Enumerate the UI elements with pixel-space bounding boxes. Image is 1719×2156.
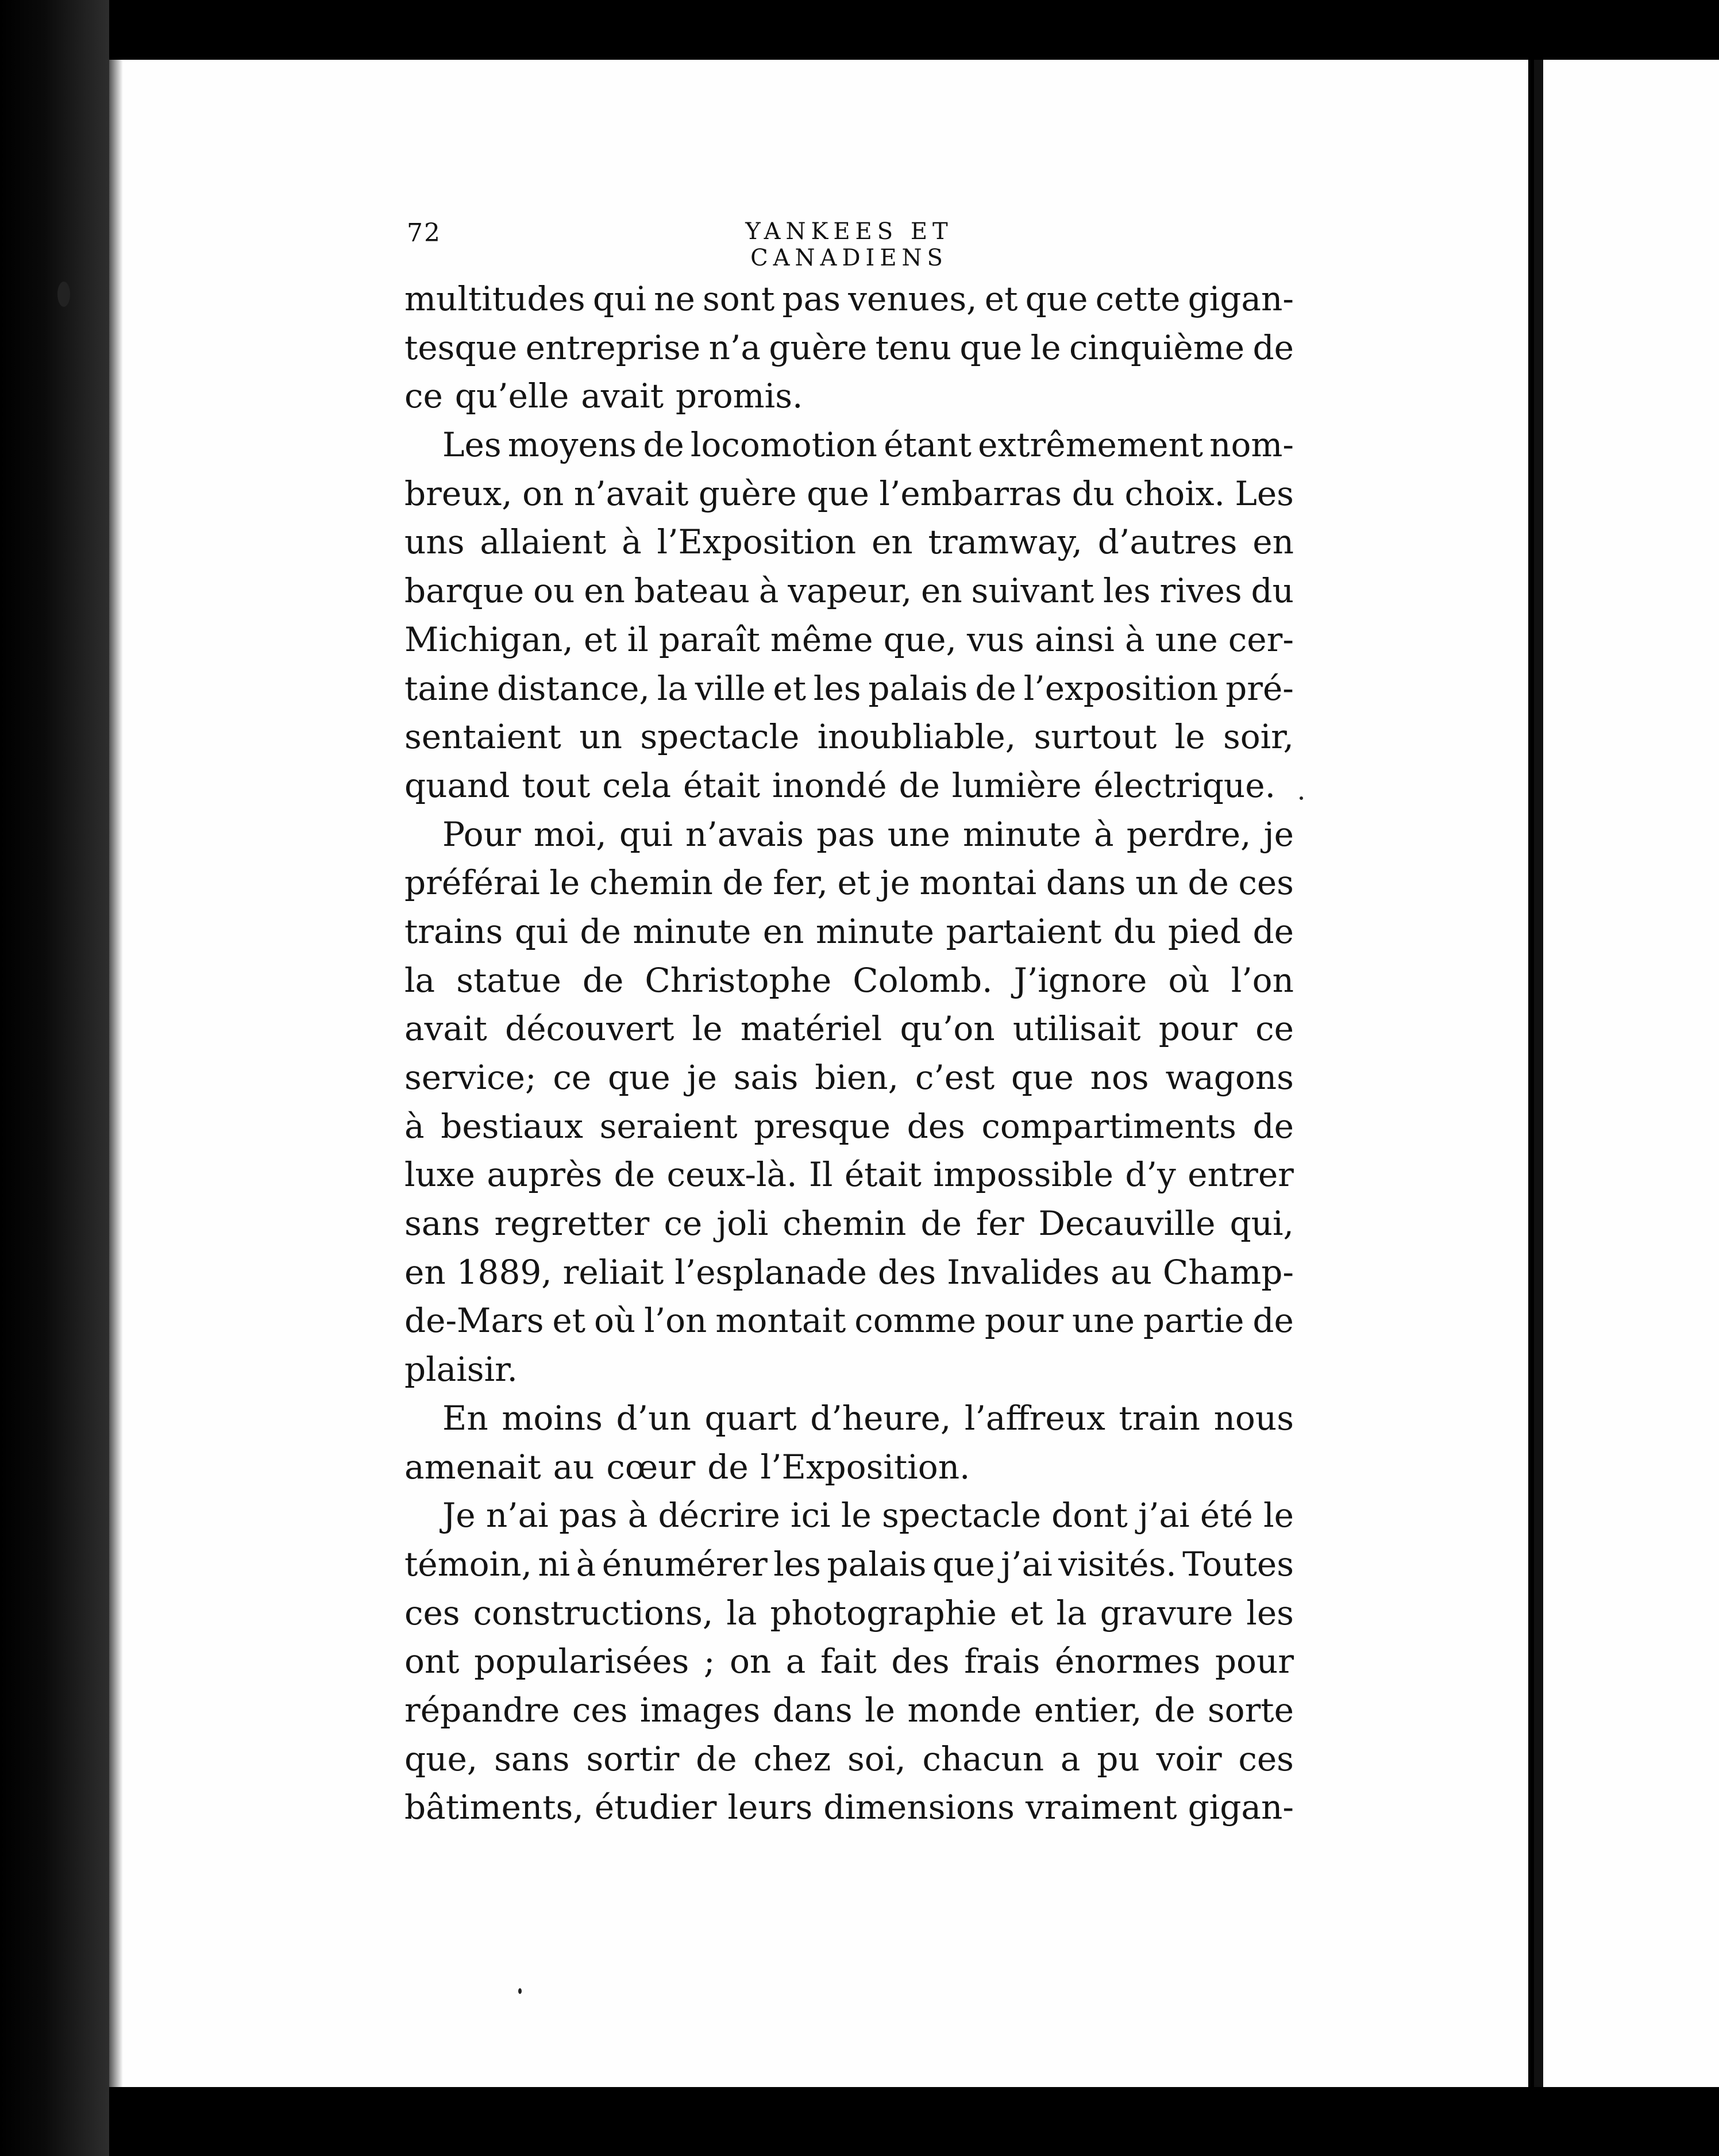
text-line: tesque entreprise n’a guère tenu que le cinquième de xyxy=(404,328,1294,367)
text-line: ont popularisées ; on a fait des frais énormes pour xyxy=(404,1642,1294,1681)
page-divider xyxy=(1534,60,1543,2087)
text-line: Michigan, et il paraît même que, vus ainsi à une cer- xyxy=(404,619,1294,659)
text-line: sans regretter ce joli chemin de fer Decauville qui, xyxy=(404,1204,1294,1243)
text-line: ce qu’elle avait promis. xyxy=(404,376,803,416)
text-line: en 1889, reliait l’esplanade des Invalides au Champ- xyxy=(404,1252,1294,1292)
text-line: bâtiments, étudier leurs dimensions vraiment gigan- xyxy=(404,1788,1294,1827)
scan-speck xyxy=(518,1988,522,1994)
text-line: avait découvert le matériel qu’on utilisait pour ce xyxy=(404,1009,1294,1049)
gutter-shadow xyxy=(109,60,123,2087)
text-line: la statue de Christophe Colomb. J’ignore où l’on xyxy=(404,960,1294,1000)
text-line: Les moyens de locomotion étant extrêmement nom- xyxy=(442,425,1294,465)
text-line: plaisir. xyxy=(404,1350,518,1389)
text-line: amenait au cœur de l’Exposition. xyxy=(404,1447,970,1487)
text-line: à bestiaux seraient presque des compartiments de xyxy=(404,1106,1294,1146)
text-line: témoin, ni à énumérer les palais que j’ai visités. Toutes xyxy=(404,1544,1294,1584)
scan-speck xyxy=(57,282,70,307)
text-line: service; ce que je sais bien, c’est que nos wagons xyxy=(404,1058,1294,1097)
text-line: En moins d’un quart d’heure, l’affreux train nous xyxy=(442,1398,1294,1438)
text-line: barque ou en bateau à vapeur, en suivant les rives du xyxy=(404,571,1294,611)
text-line: quand tout cela était inondé de lumière électrique. xyxy=(404,765,1276,805)
text-line: ces constructions, la photographie et la gravure les xyxy=(404,1593,1294,1633)
body-text xyxy=(404,275,1294,1832)
scan-speck xyxy=(1300,796,1303,800)
page-number: 72 xyxy=(407,218,441,248)
text-line: préférai le chemin de fer, et je montai dans un de ces xyxy=(404,863,1294,903)
text-line: Pour moi, qui n’avais pas une minute à perdre, je xyxy=(442,814,1294,854)
text-line: Je n’ai pas à décrire ici le spectacle dont j’ai été le xyxy=(442,1496,1294,1535)
text-line: breux, on n’avait guère que l’embarras du choix. Les xyxy=(404,473,1294,513)
text-line: taine distance, la ville et les palais de l’exposition pré- xyxy=(404,668,1294,708)
adjacent-page-edge xyxy=(1543,60,1719,2087)
text-line: multitudes qui ne sont pas venues, et que cette gigan- xyxy=(404,279,1294,318)
text-line: que, sans sortir de chez soi, chacun a pu voir ces xyxy=(404,1739,1294,1778)
text-line: répandre ces images dans le monde entier, de sorte xyxy=(404,1690,1294,1730)
running-title: YANKEES ET CANADIENS xyxy=(745,218,953,271)
book-edge-shadow xyxy=(0,0,109,2156)
text-line: sentaient un spectacle inoubliable, surtout le soir, xyxy=(404,717,1294,757)
text-line: luxe auprès de ceux-là. Il était impossible d’y entrer xyxy=(404,1155,1294,1195)
text-line: de-Mars et où l’on montait comme pour une partie de xyxy=(404,1301,1294,1341)
text-line: trains qui de minute en minute partaient du pied de xyxy=(404,911,1294,951)
text-line: uns allaient à l’Exposition en tramway, d’autres en xyxy=(404,522,1294,562)
